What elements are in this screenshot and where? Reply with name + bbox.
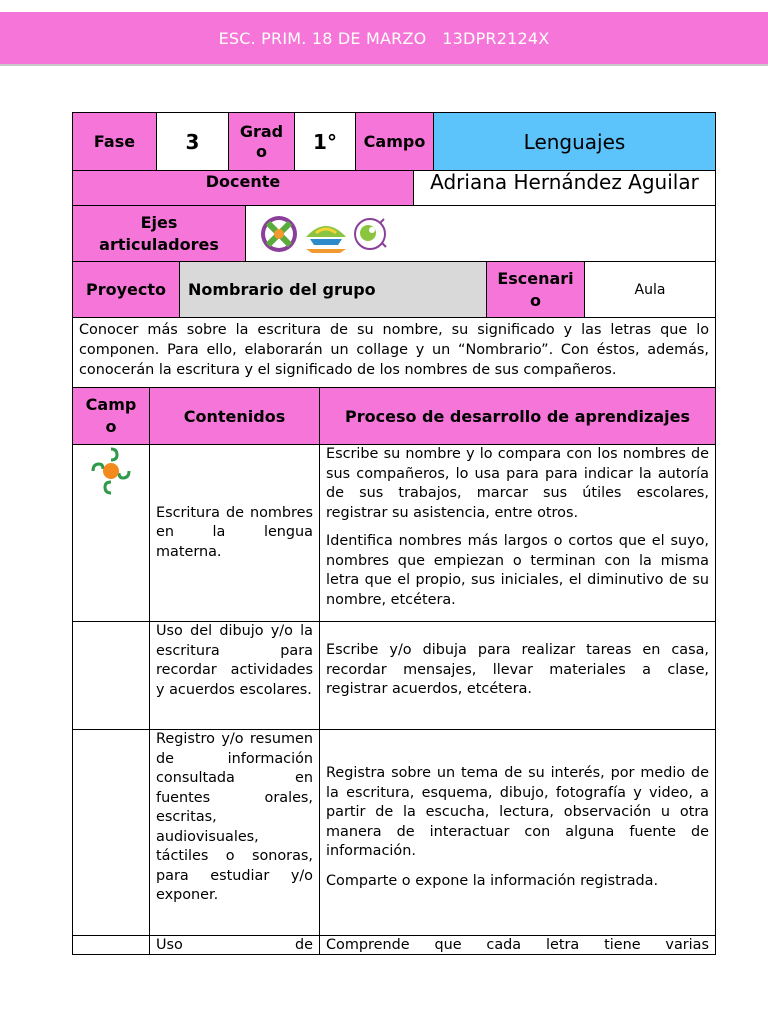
info-row-ejes [72, 205, 716, 261]
docente-label: Docente [73, 171, 414, 205]
planning-document [72, 112, 716, 955]
proyecto-value: Nombrario del grupo [180, 262, 487, 317]
header-banner [0, 12, 768, 66]
ejes-icon-1 [261, 216, 297, 252]
fase-label: Fase [73, 113, 157, 170]
campo-lenguajes-icon [87, 445, 135, 497]
table-row [72, 444, 716, 621]
proceso-cell [320, 445, 715, 621]
contenido-cell: Registro y/o resumen de información consultada en fuentes orales, escritas, audiovisuales, táctiles o sonoras, para estudiar y/o exponer. [150, 730, 320, 935]
ejes-icons [246, 206, 715, 261]
escenario-label: Escenari o [487, 262, 585, 317]
ejes-label: Ejes articuladores [73, 206, 246, 261]
ejes-icon-2 [306, 226, 346, 253]
info-row-1 [72, 112, 716, 170]
project-description: Conocer más sobre la escritura de su nombre, su significado y las letras que lo componen. Para ello, elaborarán un collage y un “Nombrario”. Con éstos, además, conocerán la escritura y el significado de los nombres de sus compañeros. [72, 317, 716, 387]
proceso-paragraph: Comprende que cada letra tiene varias [326, 937, 709, 953]
table-row [72, 935, 716, 955]
proceso-cell [320, 730, 715, 935]
escenario-value: Aula [634, 281, 666, 298]
info-row-proyecto [72, 261, 716, 317]
docente-value: Adriana Hernández Aguilar [430, 170, 699, 194]
table-row [72, 729, 716, 935]
proceso-column-header: Proceso de desarrollo de aprendizajes [320, 388, 715, 444]
table-header [72, 387, 716, 444]
campo-cell [73, 622, 150, 729]
proceso-cell [320, 936, 715, 954]
contenidos-column-header: Contenidos [150, 388, 320, 444]
proceso-cell [320, 622, 715, 729]
table-row [72, 621, 716, 729]
info-row-docente [72, 170, 716, 205]
proceso-paragraph: Registra sobre un tema de su interés, por medio de la escritura, esquema, dibujo, fotografía y video, a partir de la escucha, lectura, observación u otra manera de interactuar con alguna fuente de información. [326, 765, 709, 859]
campo-column-header: Camp o [73, 388, 150, 444]
contenido-cell: Escritura de nombres en la lengua materna. [150, 445, 320, 621]
contenido-cell: Uso de [150, 936, 320, 954]
grado-label: Grad o [229, 113, 295, 170]
campo-cell [73, 730, 150, 935]
campo-cell [73, 936, 150, 954]
contenido-cell: Uso del dibujo y/o la escritura para recordar actividades y acuerdos escolares. [150, 622, 320, 729]
proceso-paragraph: Comparte o expone la información registrada. [326, 872, 659, 889]
campo-value: Lenguajes [434, 113, 715, 170]
campo-cell [73, 445, 150, 621]
ejes-icons-svg [260, 213, 390, 255]
school-title: ESC. PRIM. 18 DE MARZO 13DPR2124X [218, 28, 550, 48]
ejes-icon-3 [355, 219, 386, 249]
campo-label: Campo [356, 113, 434, 170]
fase-value: 3 [157, 113, 229, 170]
proyecto-label: Proyecto [73, 262, 180, 317]
proceso-paragraph: Escribe su nombre y lo compara con los nombres de sus compañeros, lo usa para para indicar la autoría de sus trabajos, marcar sus útiles escolares, registrar su asistencia, entre otros. [326, 446, 709, 521]
proceso-paragraph: Identifica nombres más largos o cortos que el suyo, nombres que empiezan o terminan con la misma letra que el propio, sus iniciales, el diminutivo de su nombre, etcétera. [326, 533, 709, 608]
grado-value: 1° [295, 113, 356, 170]
proceso-paragraph: Escribe y/o dibuja para realizar tareas en casa, recordar mensajes, llevar materiales a clase, registrar acuerdos, etcétera. [326, 642, 709, 697]
